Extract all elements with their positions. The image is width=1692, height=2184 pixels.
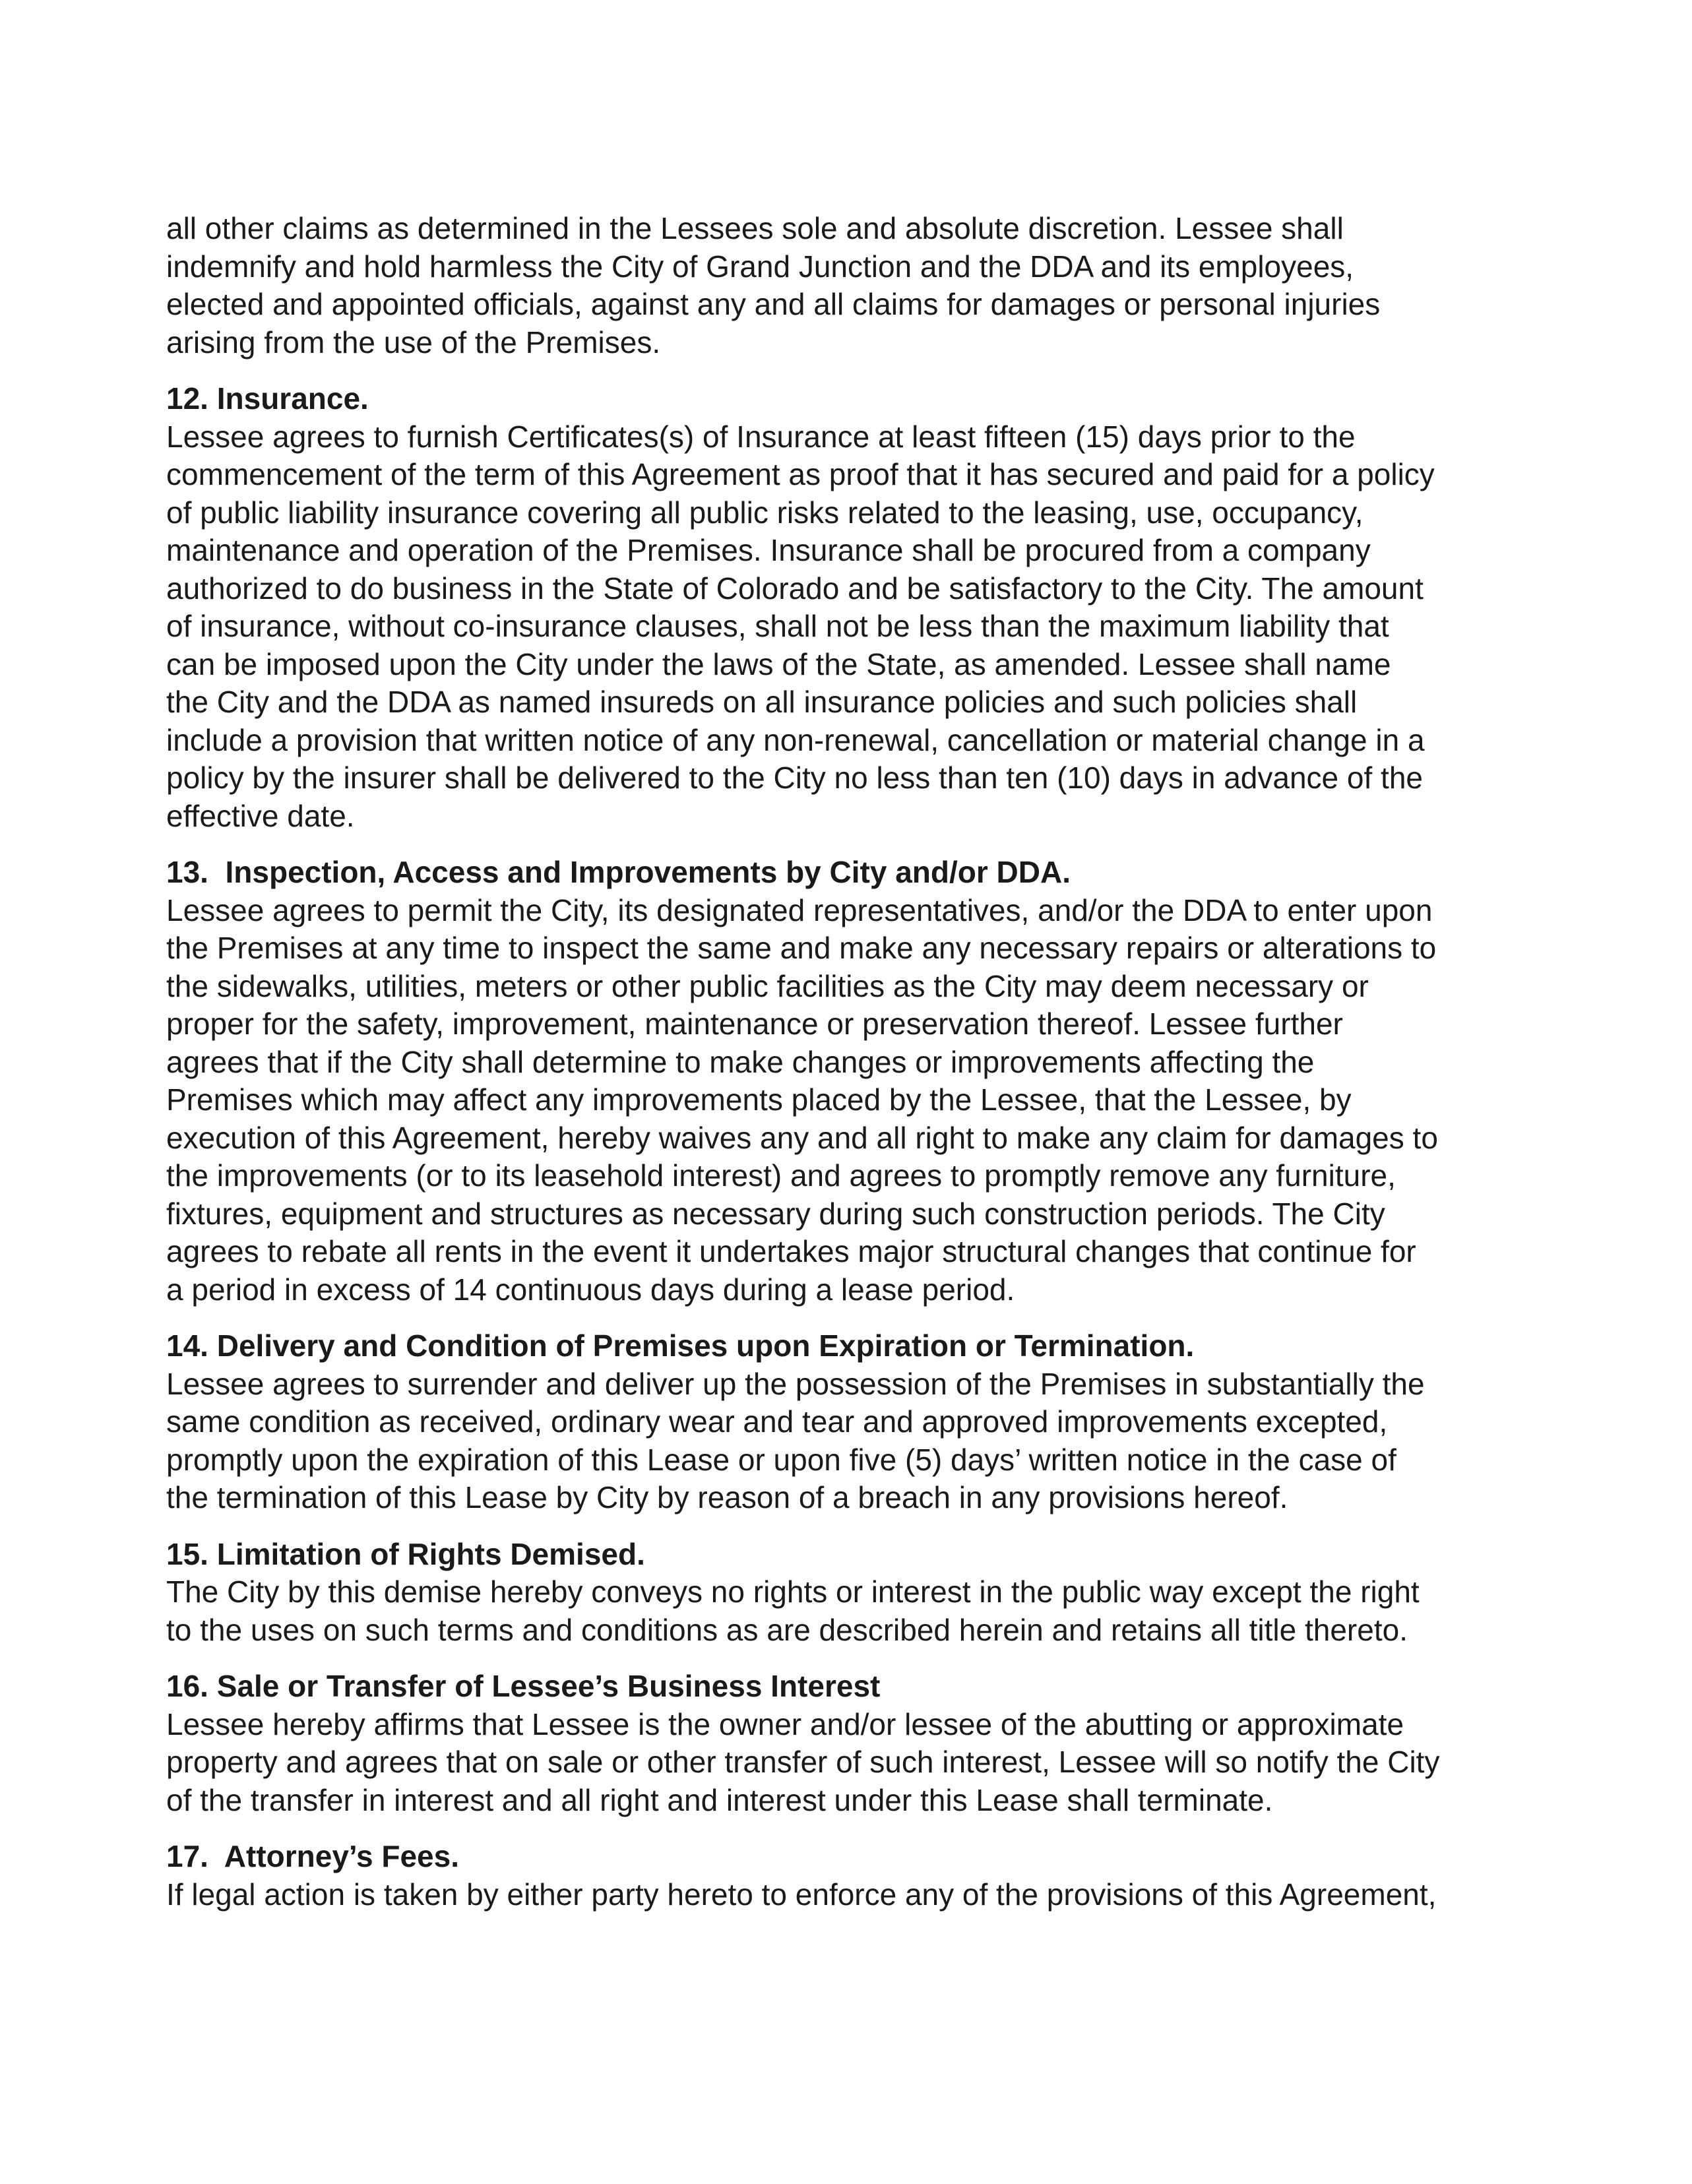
section-heading: 17. Attorney’s Fees. xyxy=(166,1839,459,1873)
section-limitation-rights xyxy=(166,1536,1551,1650)
intro-paragraph: all other claims as determined in the Lessees sole and absolute discretion. Lessee shall indemnify and hold harmless the City of Grand Junction and the DDA and its employees, elected and appointed officials, against any and all claims for damages or personal injuries arising from the use of the Premises. xyxy=(166,211,1381,359)
section-body: Lessee agrees to surrender and deliver up the possession of the Premises in substantially the same condition as received, ordinary wear and tear and approved improvements excepted, promptly upon the expiration of this Lease or upon five (5) days’ written notice in the case of the termination of this Lease by City by reason of a breach in any provisions hereof. xyxy=(166,1366,1425,1514)
section-sale-transfer xyxy=(166,1668,1551,1819)
section-attorneys-fees xyxy=(166,1838,1551,1914)
section-heading: 13. Inspection, Access and Improvements by City and/or DDA. xyxy=(166,855,1071,889)
section-body: The City by this demise hereby conveys no rights or interest in the public way except the right to the uses on such terms and conditions as are described herein and retains all title thereto. xyxy=(166,1575,1420,1647)
section-heading: 16. Sale or Transfer of Lessee’s Business Interest xyxy=(166,1669,881,1703)
section-insurance xyxy=(166,380,1551,835)
document-page xyxy=(166,210,1551,1914)
section-heading: 14. Delivery and Condition of Premises upon Expiration or Termination. xyxy=(166,1328,1195,1363)
section-delivery-condition xyxy=(166,1327,1551,1517)
section-body: Lessee hereby affirms that Lessee is the owner and/or lessee of the abutting or approximate property and agrees that on sale or other transfer of such interest, Lessee will so notify the City of the transfer in interest and all right and interest under this Lease shall terminate. xyxy=(166,1706,1440,1817)
section-body: If legal action is taken by either party hereto to enforce any of the provisions of this Agreement, xyxy=(166,1877,1437,1912)
section-heading: 12. Insurance. xyxy=(166,381,369,416)
section-body: Lessee agrees to furnish Certificates(s) of Insurance at least fifteen (15) days prior to the commencement of the term of this Agreement as proof that it has secured and paid for a policy of public liability insurance covering all public risks related to the leasing, use, occupancy, maintenance and operation of the Premises. Insurance shall be procured from a company authorized to do business in the State of Colorado and be satisfactory to the City. The amount of insurance, without co-insurance clauses, shall not be less than the maximum liability that can be imposed upon the City under the laws of the State, as amended. Lessee shall name the City and the DDA as named insureds on all insurance policies and such policies shall include a provision that written notice of any non-renewal, cancellation or material change in a policy by the insurer shall be delivered to the City no less than ten (10) days in advance of the effective date. xyxy=(166,419,1435,833)
section-body: Lessee agrees to permit the City, its designated representatives, and/or the DDA to enter upon the Premises at any time to inspect the same and make any necessary repairs or alterations to the sidewalks, utilities, meters or other public facilities as the City may deem necessary or proper for the safety, improvement, maintenance or preservation thereof. Lessee further agrees that if the City shall determine to make changes or improvements affecting the Premises which may affect any improvements placed by the Lessee, that the Lessee, by execution of this Agreement, hereby waives any and all right to make any claim for damages to the improvements (or to its leasehold interest) and agrees to promptly remove any furniture, fixtures, equipment and structures as necessary during such construction periods. The City agrees to rebate all rents in the event it undertakes major structural changes that continue for a period in excess of 14 continuous days during a lease period. xyxy=(166,892,1438,1307)
section-heading: 15. Limitation of Rights Demised. xyxy=(166,1536,645,1571)
section-inspection-access xyxy=(166,854,1551,1309)
